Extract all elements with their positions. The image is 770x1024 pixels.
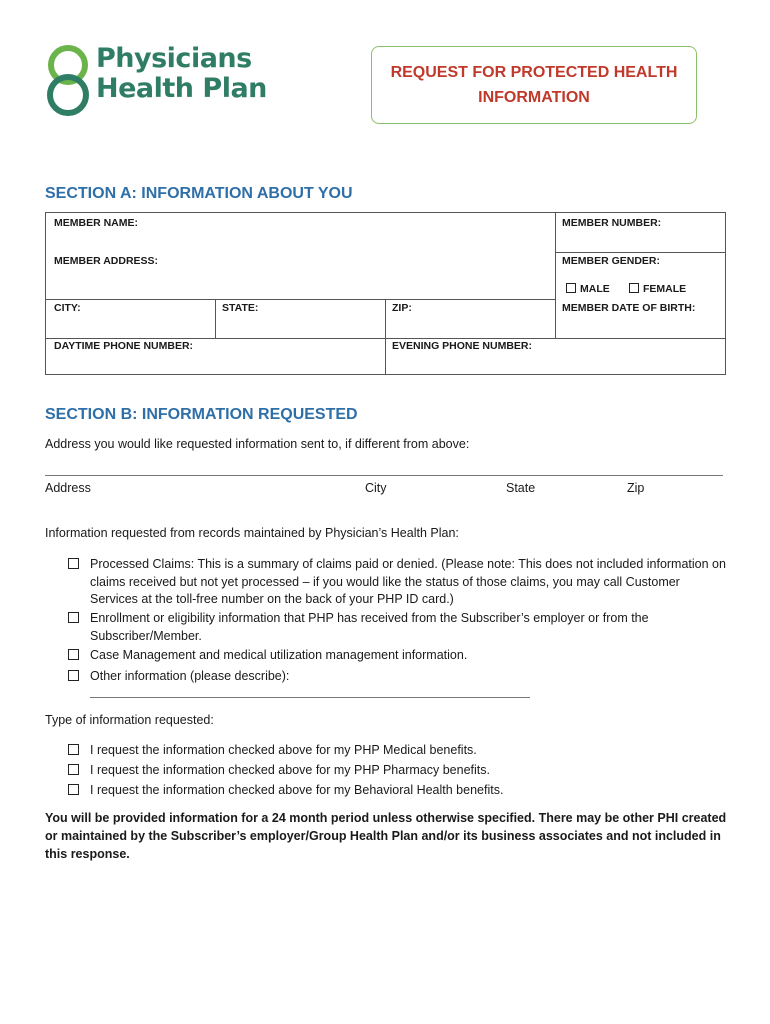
divider	[555, 252, 726, 253]
zip-label: Zip	[627, 481, 645, 495]
female-label: FEMALE	[643, 283, 687, 295]
records-prompt: Information requested from records maintained by Physician’s Health Plan:	[45, 526, 459, 540]
logo-line-1: Physicians	[96, 43, 252, 74]
date-of-birth-field[interactable]: MEMBER DATE OF BIRTH:	[562, 302, 696, 314]
php-logo	[44, 43, 267, 118]
city-label: City	[365, 481, 387, 495]
gender-male-option[interactable]	[566, 283, 610, 295]
option-label: Other information (please describe):	[90, 669, 290, 683]
evening-phone-field[interactable]: EVENING PHONE NUMBER:	[392, 340, 533, 352]
title-box	[371, 46, 697, 124]
address-label: Address	[45, 481, 91, 495]
divider	[46, 299, 555, 300]
option-label: Case Management and medical utilization management information.	[90, 648, 468, 662]
zip-field[interactable]: ZIP:	[392, 302, 412, 314]
checkbox[interactable]	[68, 744, 79, 755]
daytime-phone-field[interactable]: DAYTIME PHONE NUMBER:	[54, 340, 194, 352]
divider	[215, 299, 216, 338]
member-number-field[interactable]: MEMBER NUMBER:	[562, 217, 662, 229]
city-field[interactable]: CITY:	[54, 302, 81, 314]
checkbox[interactable]	[68, 649, 79, 660]
page-title: REQUEST FOR PROTECTED HEALTH INFORMATION	[390, 64, 678, 106]
state-field[interactable]: STATE:	[222, 302, 259, 314]
member-name-field[interactable]: MEMBER NAME:	[54, 217, 138, 229]
member-gender-label: MEMBER GENDER:	[562, 255, 661, 267]
notice-paragraph: You will be provided information for a 24 month period unless otherwise specified. There may be other PHI created or maintained by the Subscriber’s employer/Group Health Plan and/or its business associates and not included in this response.	[45, 811, 727, 861]
address-line[interactable]	[45, 475, 723, 476]
member-info-table	[45, 212, 726, 375]
checkbox[interactable]	[68, 558, 79, 569]
member-address-field[interactable]: MEMBER ADDRESS:	[54, 255, 159, 267]
option-label: I request the information checked above for my PHP Medical benefits.	[90, 743, 477, 757]
option-pharmacy-benefits[interactable]	[68, 762, 708, 780]
checkbox[interactable]	[68, 612, 79, 623]
other-describe-line[interactable]	[90, 697, 530, 698]
address-prompt: Address you would like requested information sent to, if different from above:	[45, 437, 470, 451]
option-label: I request the information checked above for my PHP Pharmacy benefits.	[90, 763, 490, 777]
option-label: Enrollment or eligibility information that PHP has received from the Subscriber’s employer or from the Subscriber/Member.	[90, 611, 649, 643]
option-enrollment[interactable]	[68, 610, 708, 645]
option-case-management[interactable]	[68, 647, 708, 665]
php-logo-icon	[44, 44, 92, 118]
option-medical-benefits[interactable]	[68, 742, 708, 760]
divider	[555, 213, 556, 338]
option-behavioral-benefits[interactable]	[68, 782, 708, 800]
checkbox[interactable]	[68, 764, 79, 775]
checkbox[interactable]	[68, 670, 79, 681]
logo-line-2: Health Plan	[96, 73, 267, 104]
section-a-heading: SECTION A: INFORMATION ABOUT YOU	[45, 185, 353, 202]
male-label: MALE	[580, 283, 610, 295]
male-checkbox[interactable]	[566, 283, 576, 293]
option-label: I request the information checked above for my Behavioral Health benefits.	[90, 783, 504, 797]
type-prompt: Type of information requested:	[45, 713, 214, 727]
gender-female-option[interactable]	[629, 283, 686, 295]
logo-wordmark	[96, 44, 267, 104]
option-label: Processed Claims: This is a summary of claims paid or denied. (Please note: This does not included information on claims received but not yet processed – if you would like the status of those claims, you may call Customer Services at the toll-free number on the back of your PHP ID card.)	[90, 557, 726, 606]
section-b-heading: SECTION B: INFORMATION REQUESTED	[45, 406, 358, 423]
state-label: State	[506, 481, 536, 495]
divider	[46, 338, 726, 339]
female-checkbox[interactable]	[629, 283, 639, 293]
option-processed-claims[interactable]	[68, 556, 728, 609]
divider	[385, 299, 386, 375]
checkbox[interactable]	[68, 784, 79, 795]
option-other[interactable]	[68, 668, 708, 686]
